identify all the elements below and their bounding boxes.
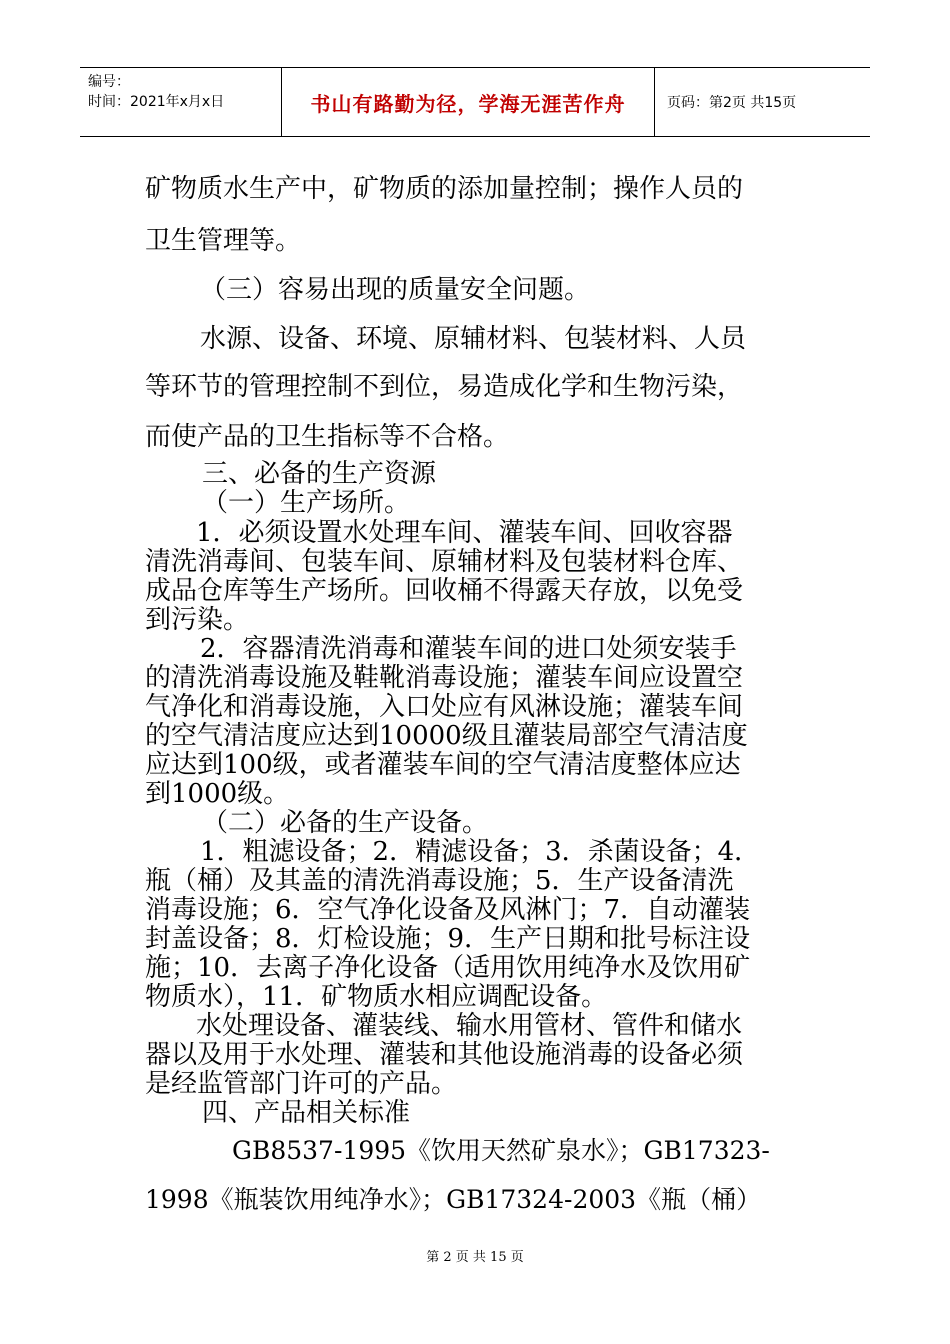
body-line: 水源、设备、环境、原辅材料、包装材料、人员: [200, 324, 747, 354]
body-line: 是经监管部门许可的产品。: [145, 1069, 458, 1099]
body-line: 到1000级。: [145, 779, 290, 809]
body-line: 清洗消毒间、包装车间、原辅材料及包装材料仓库、: [145, 547, 744, 577]
body-line: 2．容器清洗消毒和灌装车间的进口处须安装手: [200, 634, 737, 664]
body-line: 封盖设备；8．灯检设施；9．生产日期和批号标注设: [145, 924, 751, 954]
header-page-info: 页码：第2页 共15页: [667, 95, 797, 111]
body-line: 到污染。: [145, 605, 250, 635]
body-line: 的空气清洁度应达到10000级且灌装局部空气清洁度: [145, 721, 748, 751]
body-line: 器以及用于水处理、灌装和其他设施消毒的设备必须: [145, 1040, 744, 1070]
section-heading: 四、产品相关标准: [202, 1098, 411, 1128]
body-line: 施；10．去离子净化设备（适用饮用纯净水及饮用矿: [145, 953, 751, 983]
body-line: 而使产品的卫生指标等不合格。: [145, 422, 510, 452]
body-line: 的清洗消毒设施及鞋靴消毒设施；灌装车间应设置空: [145, 663, 744, 693]
body-line: 矿物质水生产中，矿物质的添加量控制；操作人员的: [145, 174, 744, 204]
body-line: GB8537-1995《饮用天然矿泉水》；GB17323-: [232, 1136, 770, 1165]
section-heading: 三、必备的生产资源: [202, 459, 437, 489]
section-heading: （三）容易出现的质量安全问题。: [200, 275, 591, 305]
page-header: [80, 67, 870, 137]
body-line: 1．必须设置水处理车间、灌装车间、回收容器: [196, 518, 733, 548]
body-line: 成品仓库等生产场所。回收桶不得露天存放，以免受: [145, 576, 744, 606]
section-heading: （一）生产场所。: [202, 488, 411, 518]
body-line: 1998《瓶装饮用纯净水》；GB17324-2003《瓶（桶）: [145, 1185, 762, 1214]
header-meta: [80, 68, 282, 136]
body-line: 物质水），11．矿物质水相应调配设备。: [145, 982, 608, 1012]
body-line: 卫生管理等。: [145, 226, 302, 256]
body-line: 水处理设备、灌装线、输水用管材、管件和储水: [196, 1011, 743, 1041]
body-line: 气净化和消毒设施，入口处应有风淋设施；灌装车间: [145, 692, 744, 722]
section-heading: （二）必备的生产设备。: [202, 808, 489, 838]
body-line: 等环节的管理控制不到位，易造成化学和生物污染，: [145, 372, 744, 402]
body-line: 应达到100级，或者灌装车间的空气清洁度整体应达: [145, 750, 741, 780]
body-line: 瓶（桶）及其盖的清洗消毒设施；5．生产设备清洗: [145, 866, 734, 896]
header-number: 编号：: [88, 74, 130, 90]
body-line: 消毒设施；6．空气净化设备及风淋门；7．自动灌装: [145, 895, 751, 925]
page-footer: 第 2 页 共 15 页: [426, 1250, 524, 1265]
header-motto: 书山有路勤为径，学海无涯苦作舟: [310, 91, 626, 116]
header-time: 时间：2021年x月x日: [88, 94, 225, 110]
header-motto-cell: [282, 68, 655, 136]
body-line: 1．粗滤设备；2．精滤设备；3．杀菌设备；4．: [200, 837, 761, 867]
